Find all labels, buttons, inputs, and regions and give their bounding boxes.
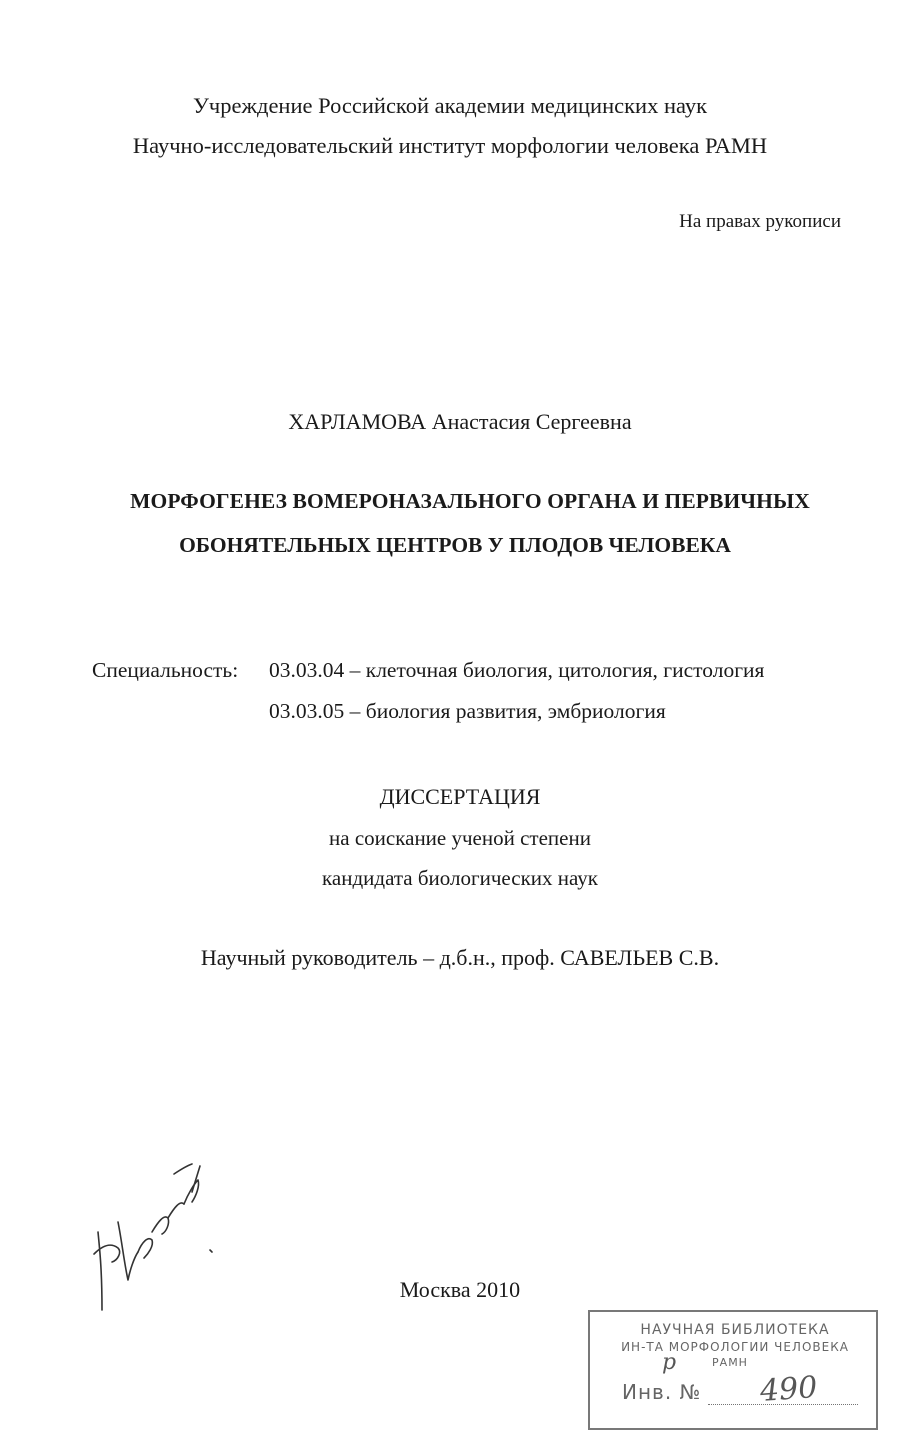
manuscript-note: На правах рукописи: [679, 211, 841, 232]
stamp-inventory-number: 490: [758, 1370, 819, 1409]
stamp-library-name: НАУЧНАЯ БИБЛИОТЕКА: [640, 1322, 830, 1338]
thesis-title-line-1: МОРФОГЕНЕЗ ВОМЕРОНАЗАЛЬНОГО ОРГАНА И ПЕРВИЧНЫХ: [130, 489, 810, 513]
supervisor-line: Научный руководитель – д.б.н., проф. САВЕЛЬЕВ С.В.: [200, 945, 720, 970]
stamp-hand-mark: р: [662, 1350, 677, 1375]
degree-line-1: на соискание ученой степени: [329, 826, 591, 850]
institution-line-2: Научно-исследовательский институт морфологии человека РАМН: [132, 133, 768, 158]
degree-line-2: кандидата биологических наук: [322, 866, 598, 890]
specialty-label: Специальность:: [92, 658, 239, 682]
author-name: ХАРЛАМОВА Анастасия Сергеевна: [288, 409, 632, 434]
stamp-academy: РАМН: [712, 1356, 748, 1369]
library-stamp: [588, 1310, 878, 1430]
thesis-title-line-2: ОБОНЯТЕЛЬНЫХ ЦЕНТРОВ У ПЛОДОВ ЧЕЛОВЕКА: [179, 533, 731, 557]
city-year: Москва 2010: [399, 1277, 521, 1302]
stamp-institute-name: ИН-ТА МОРФОЛОГИИ ЧЕЛОВЕКА: [621, 1340, 849, 1354]
document-type: ДИССЕРТАЦИЯ: [379, 784, 541, 809]
specialty-item-2: 03.03.05 – биология развития, эмбриология: [269, 699, 666, 723]
institution-line-1: Учреждение Российской академии медицинских наук: [192, 93, 708, 118]
stamp-inventory-label: Инв. №: [622, 1380, 702, 1404]
author-signature: [88, 1162, 238, 1322]
specialty-item-1: 03.03.04 – клеточная биология, цитология, гистология: [269, 658, 765, 682]
